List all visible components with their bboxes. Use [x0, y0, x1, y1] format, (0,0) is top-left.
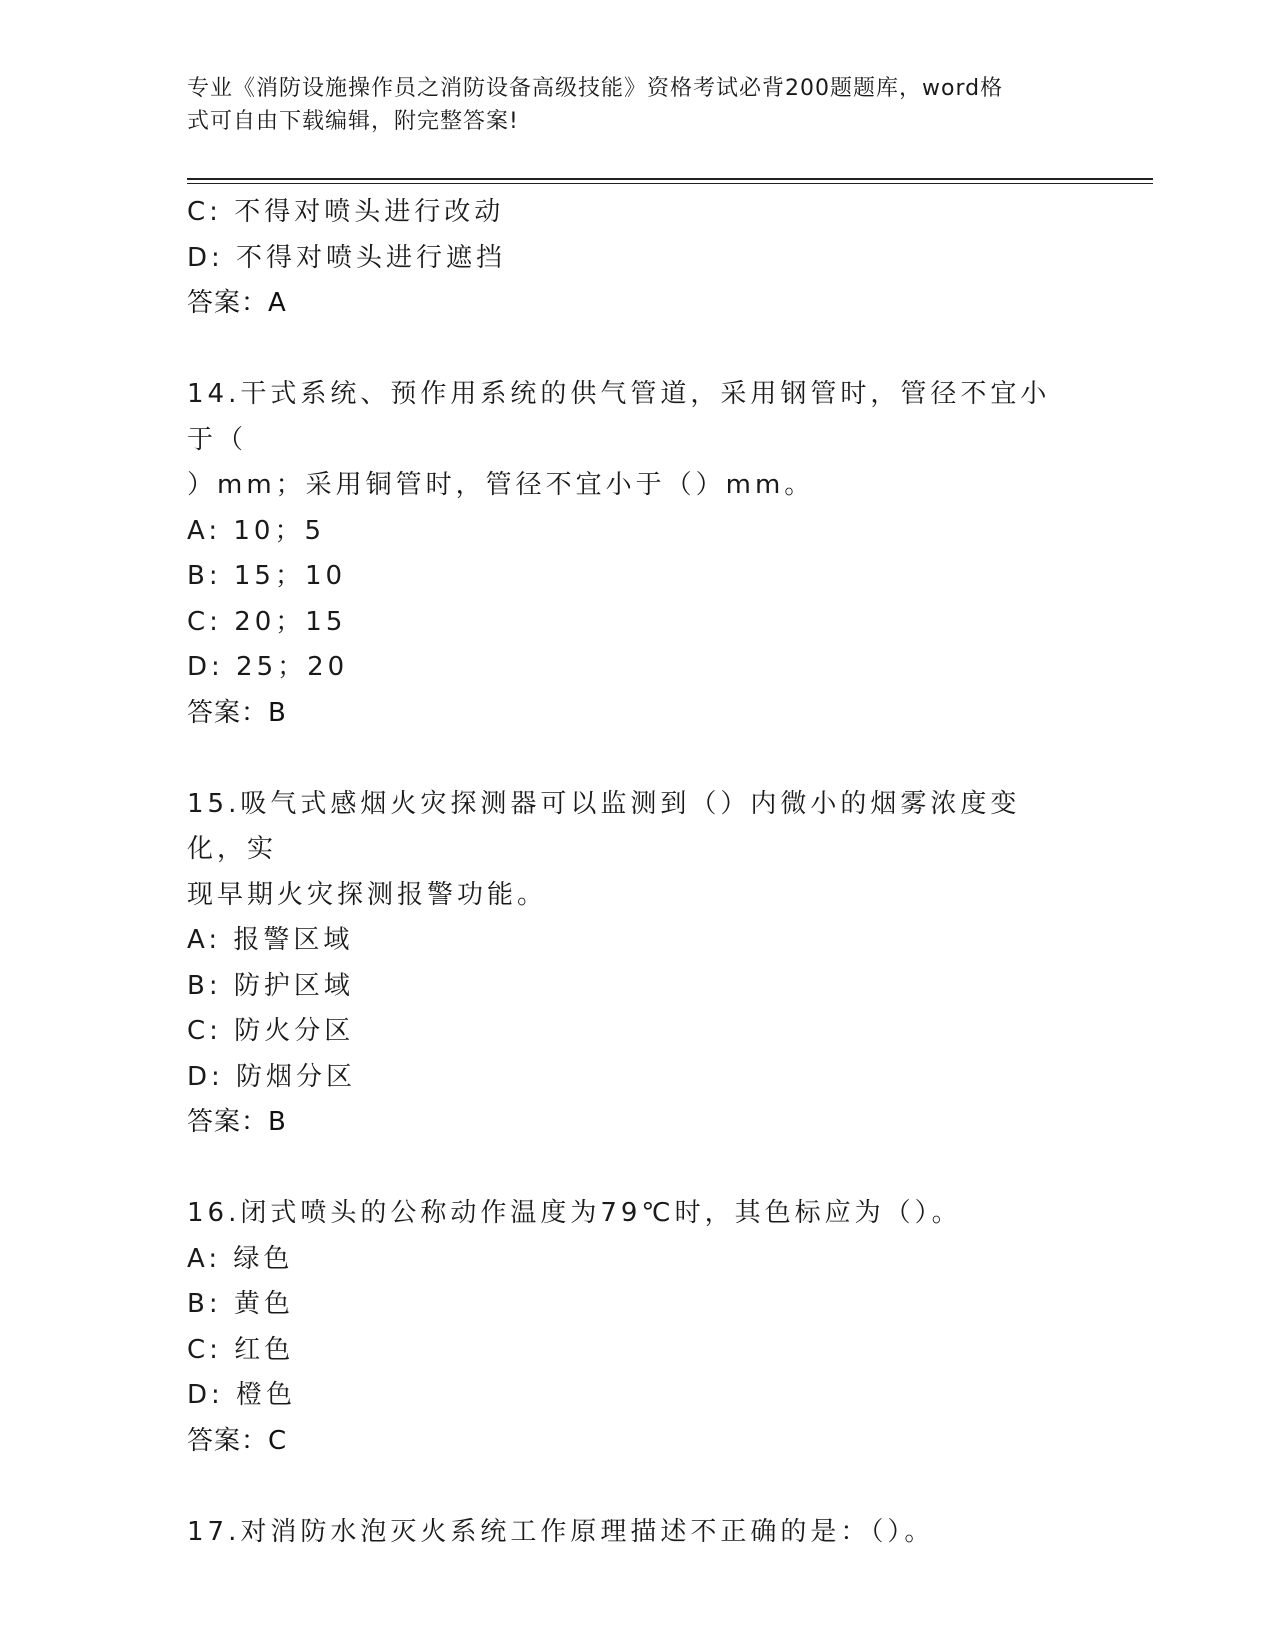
option-label: A: — [187, 1243, 222, 1274]
option-text: 红色 — [234, 1334, 295, 1365]
option-c — [187, 600, 1087, 646]
option-label: D: — [187, 1380, 224, 1410]
question-stem-line-1: 14.干式系统、预作用系统的供气管道，采用钢管时，管径不宜小于（ — [187, 379, 1051, 455]
option-text: 不得对喷头进行遮挡 — [236, 242, 507, 273]
question-stem-line-1: 17.对消防水泡灭火系统工作原理描述不正确的是：（）。 — [187, 1516, 935, 1547]
option-c — [187, 1009, 1087, 1055]
header-rule-thick — [187, 178, 1153, 180]
option-label: D: — [187, 242, 224, 273]
option-d — [187, 1055, 1087, 1101]
question-15 — [187, 782, 1087, 1146]
option-text: 报警区域 — [233, 925, 354, 955]
option-text: 不得对喷头进行改动 — [234, 197, 505, 227]
option-label: B: — [187, 561, 222, 591]
option-text: 绿色 — [233, 1243, 294, 1274]
option-label: B: — [187, 1289, 222, 1319]
option-label: A: — [187, 515, 222, 546]
answer-line: 答案：B — [187, 1107, 287, 1137]
option-d — [187, 1373, 1087, 1419]
option-text: 防护区域 — [233, 970, 354, 1001]
header-rule-thin — [187, 183, 1153, 184]
option-label: C: — [187, 606, 222, 637]
question-stem-line-2: ）mm；采用铜管时，管径不宜小于（）mm。 — [187, 470, 815, 500]
answer-line: 答案：C — [187, 1425, 288, 1456]
option-text: 黄色 — [233, 1289, 294, 1319]
option-label: C: — [187, 1334, 222, 1365]
header-line-1: 专业《消防设施操作员之消防设备高级技能》资格考试必背200题题库，word格 — [187, 76, 1004, 101]
option-text: 20；15 — [234, 606, 347, 637]
option-d — [187, 236, 1087, 282]
header-line-2: 式可自由下载编辑，附完整答案! — [187, 109, 519, 134]
option-text: 25；20 — [236, 652, 349, 682]
option-label: C: — [187, 1016, 222, 1046]
option-text: 10；5 — [233, 515, 325, 546]
answer-line: 答案：B — [187, 697, 287, 728]
option-label: D: — [187, 652, 224, 682]
option-b — [187, 964, 1087, 1010]
question-content — [187, 190, 1087, 1555]
option-a — [187, 918, 1087, 964]
option-d — [187, 645, 1087, 691]
option-text: 橙色 — [236, 1380, 297, 1410]
option-label: D: — [187, 1061, 224, 1092]
question-stem-line-1: 16.闭式喷头的公称动作温度为79℃时，其色标应为（）。 — [187, 1198, 962, 1228]
question-17 — [187, 1510, 1087, 1556]
question-14 — [187, 372, 1087, 736]
option-a — [187, 1237, 1087, 1283]
option-c — [187, 190, 1087, 236]
option-text: 15；10 — [233, 561, 347, 591]
answer-line: 答案：A — [187, 288, 287, 318]
option-a — [187, 509, 1087, 555]
option-label: A: — [187, 925, 222, 955]
option-c — [187, 1328, 1087, 1374]
option-text: 防烟分区 — [236, 1061, 357, 1092]
option-text: 防火分区 — [234, 1016, 355, 1046]
question-stem-line-1: 15.吸气式感烟火灾探测器可以监测到（）内微小的烟雾浓度变化，实 — [187, 788, 1021, 864]
option-b — [187, 554, 1087, 600]
prev-question — [187, 190, 1087, 327]
question-stem-line-2: 现早期火灾探测报警功能。 — [187, 879, 548, 910]
question-16 — [187, 1191, 1087, 1464]
option-b — [187, 1282, 1087, 1328]
document-header — [187, 72, 1087, 138]
option-label: B: — [187, 970, 222, 1001]
option-label: C: — [187, 197, 222, 227]
